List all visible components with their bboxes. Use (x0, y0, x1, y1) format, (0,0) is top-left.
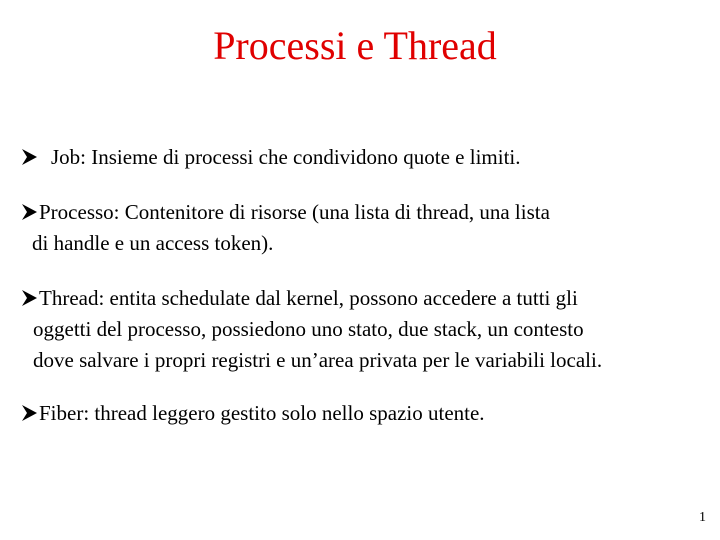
bullet-continuation: di handle e un access token). (32, 231, 274, 255)
bullet-job (21, 142, 711, 173)
bullet-text: Fiber: thread leggero gestito solo nello spazio utente. (39, 401, 485, 425)
arrow-bullet-icon (21, 148, 38, 166)
page-number: 1 (699, 510, 706, 525)
bullet-text: Job: Insieme di processi che condividono quote e limiti. (51, 145, 521, 169)
bullet-line (21, 197, 711, 228)
arrow-bullet-icon (21, 203, 38, 221)
bullet-continuation: dove salvare i propri registri e un’area privata per le variabili locali. (33, 348, 603, 372)
bullet-line (21, 283, 711, 314)
arrow-bullet-icon (21, 289, 38, 307)
bullet-text: Processo: Contenitore di risorse (una lista di thread, una lista (39, 200, 550, 224)
arrow-bullet-icon (21, 404, 38, 422)
bullet-line (21, 142, 711, 173)
bullet-processo (21, 197, 711, 259)
bullet-thread (21, 283, 711, 376)
bullet-continuation: oggetti del processo, possiedono uno stato, due stack, un contesto (33, 317, 584, 341)
slide-title: Processi e Thread (213, 23, 497, 68)
bullet-line (21, 398, 711, 429)
bullet-text: Thread: entita schedulate dal kernel, possono accedere a tutti gli (39, 286, 578, 310)
bullet-fiber (21, 398, 711, 429)
